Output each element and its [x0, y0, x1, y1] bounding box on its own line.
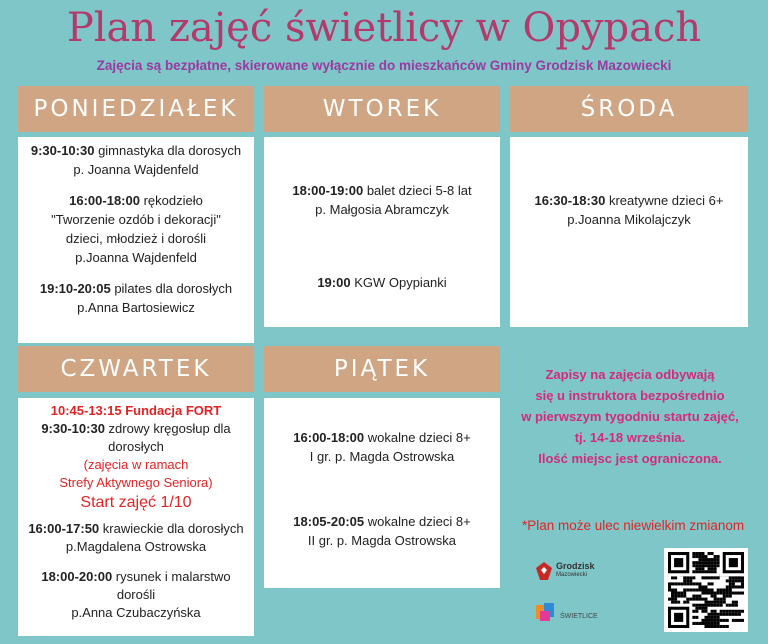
swietlice-logo: ŚWIETLICE [536, 602, 598, 621]
monday-entry-1: 9:30-10:30 gimnastyka dla dorosych p. Joanna Wajdenfeld [30, 143, 242, 177]
monday-entry-3: 19:10-20:05 pilates dla dorosłych p.Anna Bartosiewicz [39, 281, 233, 315]
plan-change-note: *Plan może ulec niewielkim zmianom [522, 518, 745, 533]
thursday-entry-2: 16:00-17:50 krawieckie dla dorosłych p.Magdalena Ostrowska [28, 521, 244, 554]
qr-code[interactable] [664, 548, 748, 632]
thursday-entry-fort: 10:45-13:15 Fundacja FORT [50, 403, 222, 418]
card-wednesday [510, 137, 748, 327]
wednesday-entry-1: 16:30-18:30 kreatywne dzieci 6+ p.Joanna Mikolajczyk [534, 193, 724, 227]
header-friday: PIĄTEK [264, 346, 500, 392]
header-monday: PONIEDZIAŁEK [18, 86, 254, 132]
thursday-entry-3: 18:00-20:00 rysunek i malarstwo dorośli p.Anna Czubaczyńska [41, 569, 231, 620]
friday-entry-1: 16:00-18:00 wokalne dzieci 8+ I gr. p. Magda Ostrowska [293, 430, 471, 464]
card-thursday [18, 398, 254, 636]
qr-code-icon [668, 552, 744, 628]
swietlice-emblem-icon [536, 603, 556, 621]
page-title: Plan zajęć świetlicy w Opypach [66, 5, 702, 51]
card-monday [18, 137, 254, 343]
card-tuesday [264, 137, 500, 327]
signup-note: Zapisy na zajęcia odbywają się u instruktora bezpośrednio w pierwszym tygodniu startu zajęć, tj. 14-18 września. Ilość miejsc jest ograniczona. [521, 367, 739, 466]
card-friday [264, 398, 500, 588]
monday-entry-2: 16:00-18:00 rękodzieło "Tworzenie ozdób i dekoracji" dzieci, młodzież i dorośli p.Joanna Wajdenfeld [51, 193, 221, 265]
friday-entry-2: 18:05-20:05 wokalne dzieci 8+ II gr. p. Magda Ostrowska [293, 514, 471, 548]
grodzisk-logo: Grodzisk Mazowiecki [536, 562, 595, 580]
tuesday-entry-1: 18:00-19:00 balet dzieci 5-8 lat p. Małgosia Abramczyk [292, 183, 472, 217]
page-subtitle: Zajęcia są bezpłatne, skierowane wyłącznie do mieszkańców Gminy Grodzisk Mazowiecki [96, 58, 672, 73]
header-wednesday: ŚRODA [510, 86, 748, 132]
grodzisk-emblem-icon [536, 562, 552, 580]
header-tuesday: WTOREK [264, 86, 500, 132]
tuesday-entry-2: 19:00 KGW Opypianki [317, 275, 447, 290]
thursday-entry-1: 9:30-10:30 zdrowy kręgosłup dla dorosłych (zajęcia w ramach Strefy Aktywnego Seniora) Start zajęć 1/10 [41, 421, 231, 511]
header-thursday: CZWARTEK [18, 346, 254, 392]
